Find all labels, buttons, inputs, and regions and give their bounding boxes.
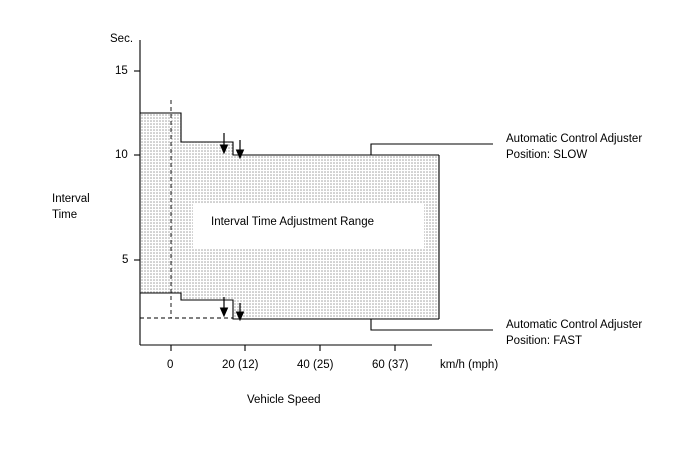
callout-fast-line1: Automatic Control Adjuster (506, 319, 643, 331)
x-tick-label-0: 0 (167, 359, 174, 371)
x-tick-label-20: 20 (12) (222, 359, 259, 371)
x-tick-label-60: 60 (37) (372, 359, 409, 371)
y-tick-label-15: 15 (115, 65, 128, 77)
x-axis-title: Vehicle Speed (247, 394, 321, 406)
callout-slow-line2: Position: SLOW (506, 149, 588, 161)
callout-slow-line1: Automatic Control Adjuster (506, 133, 643, 145)
y-axis-unit-label: Sec. (110, 33, 134, 45)
y-tick-label-10: 10 (115, 149, 128, 161)
y-axis-title-line2: Time (52, 209, 78, 221)
callout-fast-line2: Position: FAST (506, 335, 583, 347)
x-tick-label-40: 40 (25) (297, 359, 334, 371)
y-axis-title-line1: Interval (52, 193, 90, 205)
fast-callout-leader (371, 319, 493, 330)
y-tick-label-5: 5 (122, 254, 129, 266)
slow-callout-leader (371, 144, 493, 155)
x-axis-unit-label: km/h (mph) (440, 359, 499, 371)
range-caption: Interval Time Adjustment Range (211, 216, 374, 228)
